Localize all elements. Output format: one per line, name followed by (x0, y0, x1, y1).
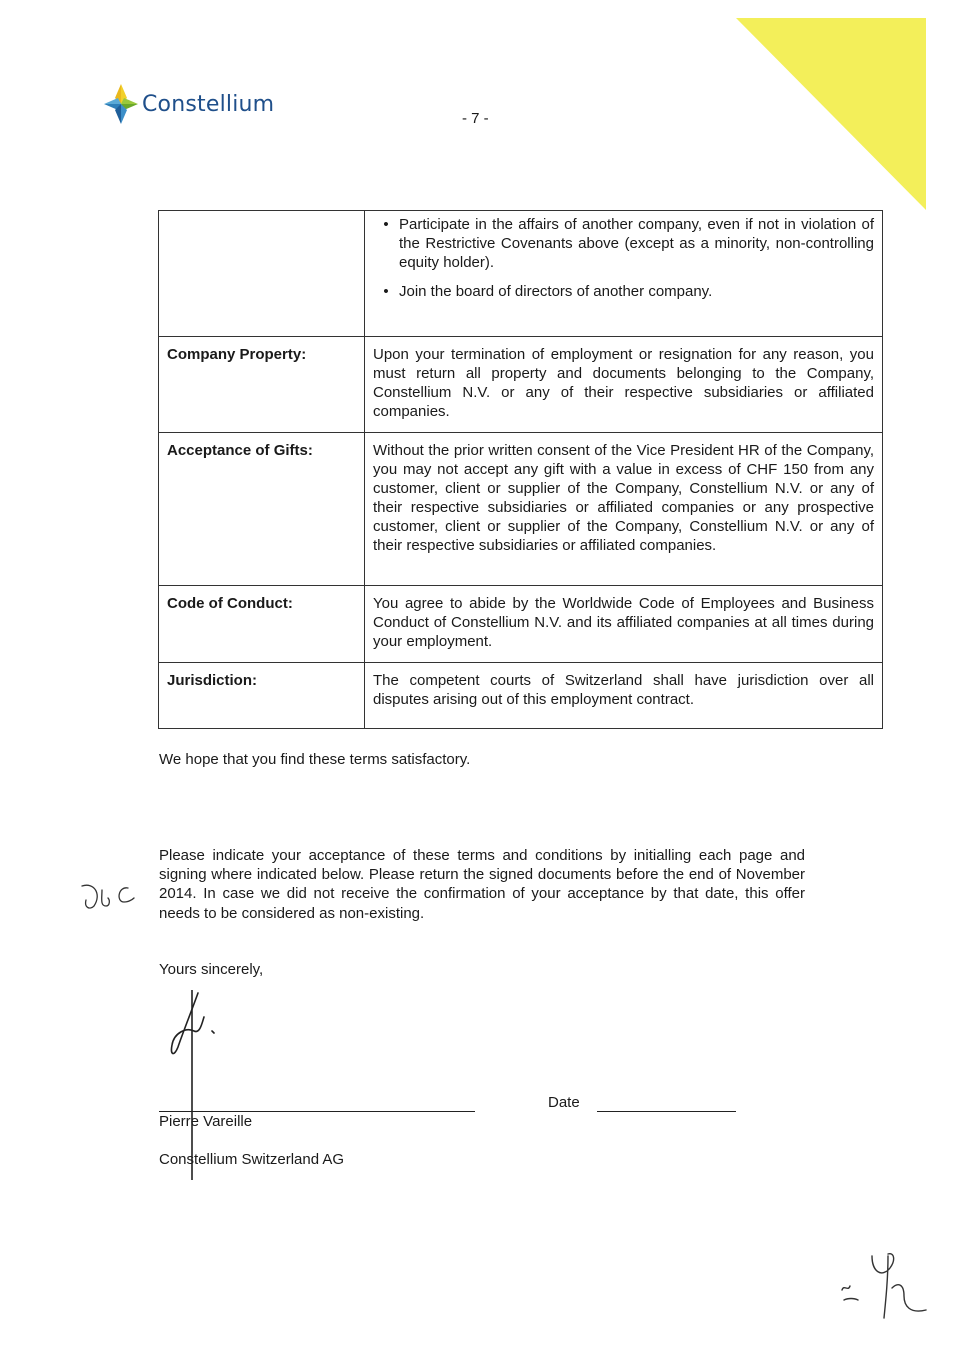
bullet-icon: • (383, 216, 389, 233)
bullet-icon: • (383, 283, 389, 300)
logo-wordmark: Constellium (142, 91, 275, 117)
row-label (159, 211, 365, 337)
row-content: You agree to abide by the Worldwide Code of Employees and Business Conduct of Constellium N.V. and its affiliated companies at all times during your employment. (365, 586, 883, 663)
margin-initials (80, 880, 138, 914)
table-row (159, 337, 883, 433)
table-row (159, 433, 883, 586)
date-line (597, 1111, 736, 1112)
date-label: Date (548, 1094, 580, 1111)
row-label: Jurisdiction: (159, 663, 365, 729)
bullet-item (373, 215, 874, 272)
row-label: Code of Conduct: (159, 586, 365, 663)
table-row (159, 586, 883, 663)
table-row (159, 663, 883, 729)
closing-salutation: Yours sincerely, (159, 961, 264, 978)
corner-initials (838, 1248, 930, 1320)
row-label: Company Property: (159, 337, 365, 433)
page-number: - 7 - (462, 110, 489, 127)
closing-hope-text: We hope that you find these terms satisfactory. (159, 751, 471, 768)
handwritten-signature (160, 985, 230, 1185)
row-content: Upon your termination of employment or resignation for any reason, you must return all property and documents belonging to the Company, Constellium N.V. or any of their respective subsidiaries or affiliated companies. (365, 337, 883, 433)
row-content (365, 211, 883, 337)
signer-name: Pierre Vareille (159, 1113, 253, 1130)
bullet-text: Join the board of directors of another company. (399, 283, 713, 300)
acceptance-paragraph: Please indicate your acceptance of these terms and conditions by initialling each page and signing where indicated below. Please return the signed documents before the end of November 2014. In case we did not receive the confirmation of your acceptance by that date, this offer needs to be considered as non-existing. (159, 847, 805, 922)
row-content: Without the prior written consent of the Vice President HR of the Company, you may not accept any gift with a value in excess of CHF 150 from any customer, client or supplier of the Company, Constellium N.V. or any of their respective subsidiaries or affiliated companies or any prospective customer, client or supplier of the Company, Constellium N.V. or any of their respective subsidiaries or affiliated companies. (365, 433, 883, 586)
bullet-text: Participate in the affairs of another company, even if not in violation of the Restrictive Covenants above (except as a minority, non-controlling equity holder). (399, 216, 874, 271)
table-row (159, 211, 883, 337)
bullet-item (373, 282, 874, 301)
company-logo (104, 84, 274, 124)
terms-table (158, 210, 883, 729)
constellium-star-icon (104, 84, 138, 124)
row-content: The competent courts of Switzerland shall have jurisdiction over all disputes arising out of this employment contract. (365, 663, 883, 729)
corner-accent-triangle (736, 18, 926, 210)
row-label: Acceptance of Gifts: (159, 433, 365, 586)
signer-company: Constellium Switzerland AG (159, 1151, 345, 1168)
